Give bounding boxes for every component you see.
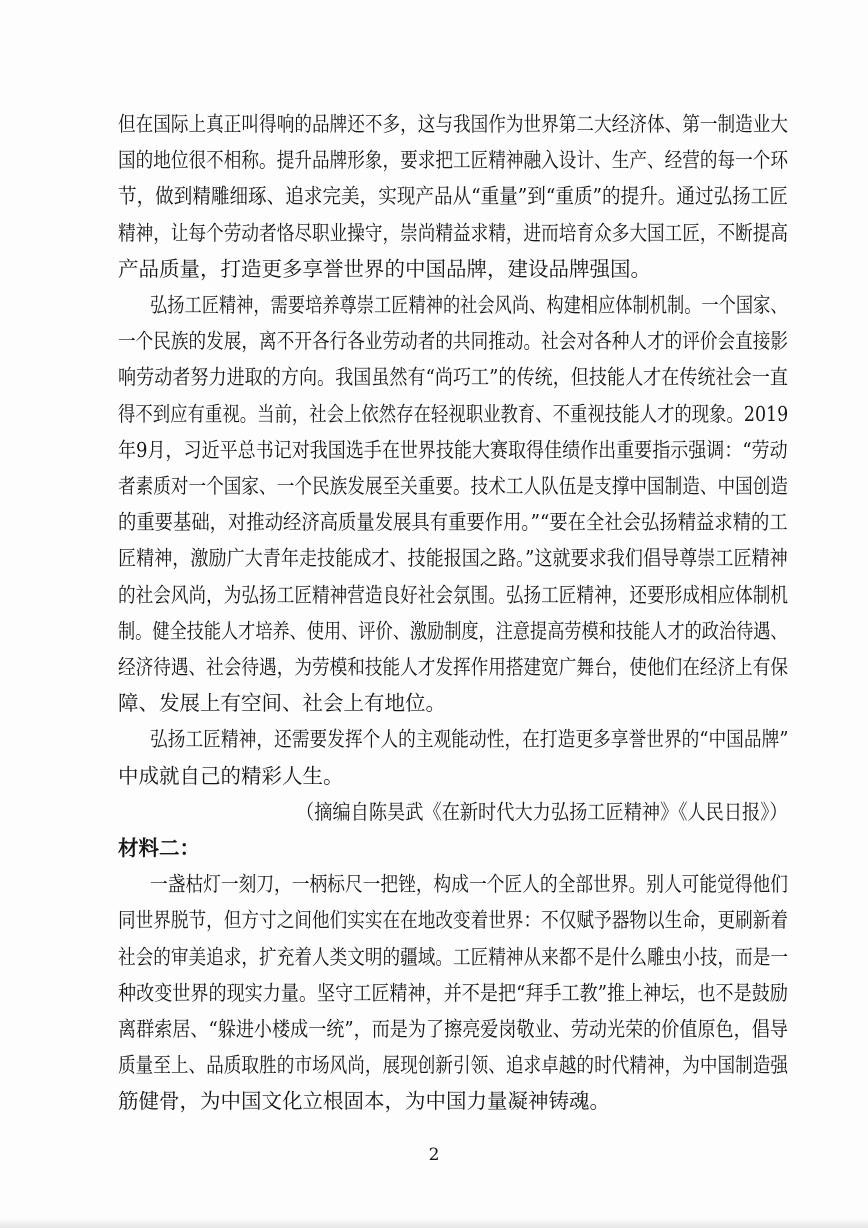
text-line: 者素质对一个国家、一个民族发展至关重要。技术工人队伍是支撑中国制造、中国创造 <box>118 474 789 498</box>
text-line: 的社会风尚，为弘扬工匠精神营造良好社会氛围。弘扬工匠精神，还要形成相应体制机 <box>118 583 789 607</box>
text-line: 社会的审美追求，扩充着人类文明的疆域。工匠精神从来都不是什么雕虫小技，而是一 <box>118 945 789 969</box>
text-line: 制。健全技能人才培养、使用、评价、激励制度，注意提高劳模和技能人才的政治待遇、 <box>118 619 788 643</box>
text-line: 经济待遇、社会待遇，为劳模和技能人才发挥作用搭建宽广舞台，使他们在经济上有保 <box>118 655 789 679</box>
text-line: 节，做到精雕细琢、追求完美，实现产品从“重量”到“重质”的提升。通过弘扬工匠 <box>118 184 788 208</box>
text-line: 但在国际上真正叫得响的品牌还不多，这与我国作为世界第二大经济体、第一制造业大 <box>118 112 789 136</box>
scan-edge <box>0 1218 868 1228</box>
text-line: 的重要基础，对推动经济高质量发展具有重要作用。”“要在全社会弘扬精益求精的工 <box>118 510 788 534</box>
text-line: 弘扬工匠精神，需要培养尊崇工匠精神的社会风尚、构建相应体制机制。一个国家、 <box>150 293 788 317</box>
text-line: 一个民族的发展，离不开各行各业劳动者的共同推动。社会对各种人才的评价会直接影 <box>118 329 789 353</box>
text-line: 产品质量，打造更多享誉世界的中国品牌，建设品牌强国。 <box>118 257 651 281</box>
text-line: 得不到应有重视。当前，社会上依然存在轻视职业教育、不重视技能人才的现象。2019 <box>118 402 789 426</box>
citation: （摘编自陈昊武《在新时代大力弘扬工匠精神》《人民日报》） <box>296 800 788 824</box>
text-line: 一盏枯灯一刻刀，一柄标尺一把锉，构成一个匠人的全部世界。别人可能觉得他们 <box>150 872 789 896</box>
text-line: 筋健骨，为中国文化立根固本，为中国力量凝神铸魂。 <box>118 1089 610 1113</box>
text-line: 年9月，习近平总书记对我国选手在世界技能大赛取得佳绩作出重要指示强调：“劳动 <box>118 438 788 462</box>
text-line: 精神，让每个劳动者恪尽职业操守，崇尚精益求精，进而培育众多大国工匠，不断提高 <box>118 221 789 245</box>
section-heading: 材料二： <box>118 836 200 860</box>
text-line: 国的地位很不相称。提升品牌形象，要求把工匠精神融入设计、生产、经营的每一个环 <box>118 148 789 172</box>
text-line: 质量至上、品质取胜的市场风尚，展现创新引领、追求卓越的时代精神，为中国制造强 <box>118 1053 789 1077</box>
text-line: 中成就自己的精彩人生。 <box>118 764 344 788</box>
text-line: 响劳动者努力进取的方向。我国虽然有“尚巧工”的传统，但技能人才在传统社会一直 <box>118 365 788 389</box>
page-number: 2 <box>428 1145 440 1165</box>
text-line: 障、发展上有空间、社会上有地位。 <box>118 691 446 715</box>
text-line: 弘扬工匠精神，还需要发挥个人的主观能动性，在打造更多享誉世界的“中国品牌” <box>150 727 789 751</box>
text-line: 匠精神，激励广大青年走技能成才、技能报国之路。”这就要求我们倡导尊崇工匠精神 <box>118 546 788 570</box>
text-line: 同世界脱节，但方寸之间他们实实在在地改变着世界：不仅赋予器物以生命，更刷新着 <box>118 908 789 932</box>
text-line: 离群索居、“躲进小楼成一统”，而是为了擦亮爱岗敬业、劳动光荣的价值原色，倡导 <box>118 1017 788 1041</box>
text-line: 种改变世界的现实力量。坚守工匠精神，并不是把“拜手工教”推上神坛，也不是鼓励 <box>118 981 788 1005</box>
